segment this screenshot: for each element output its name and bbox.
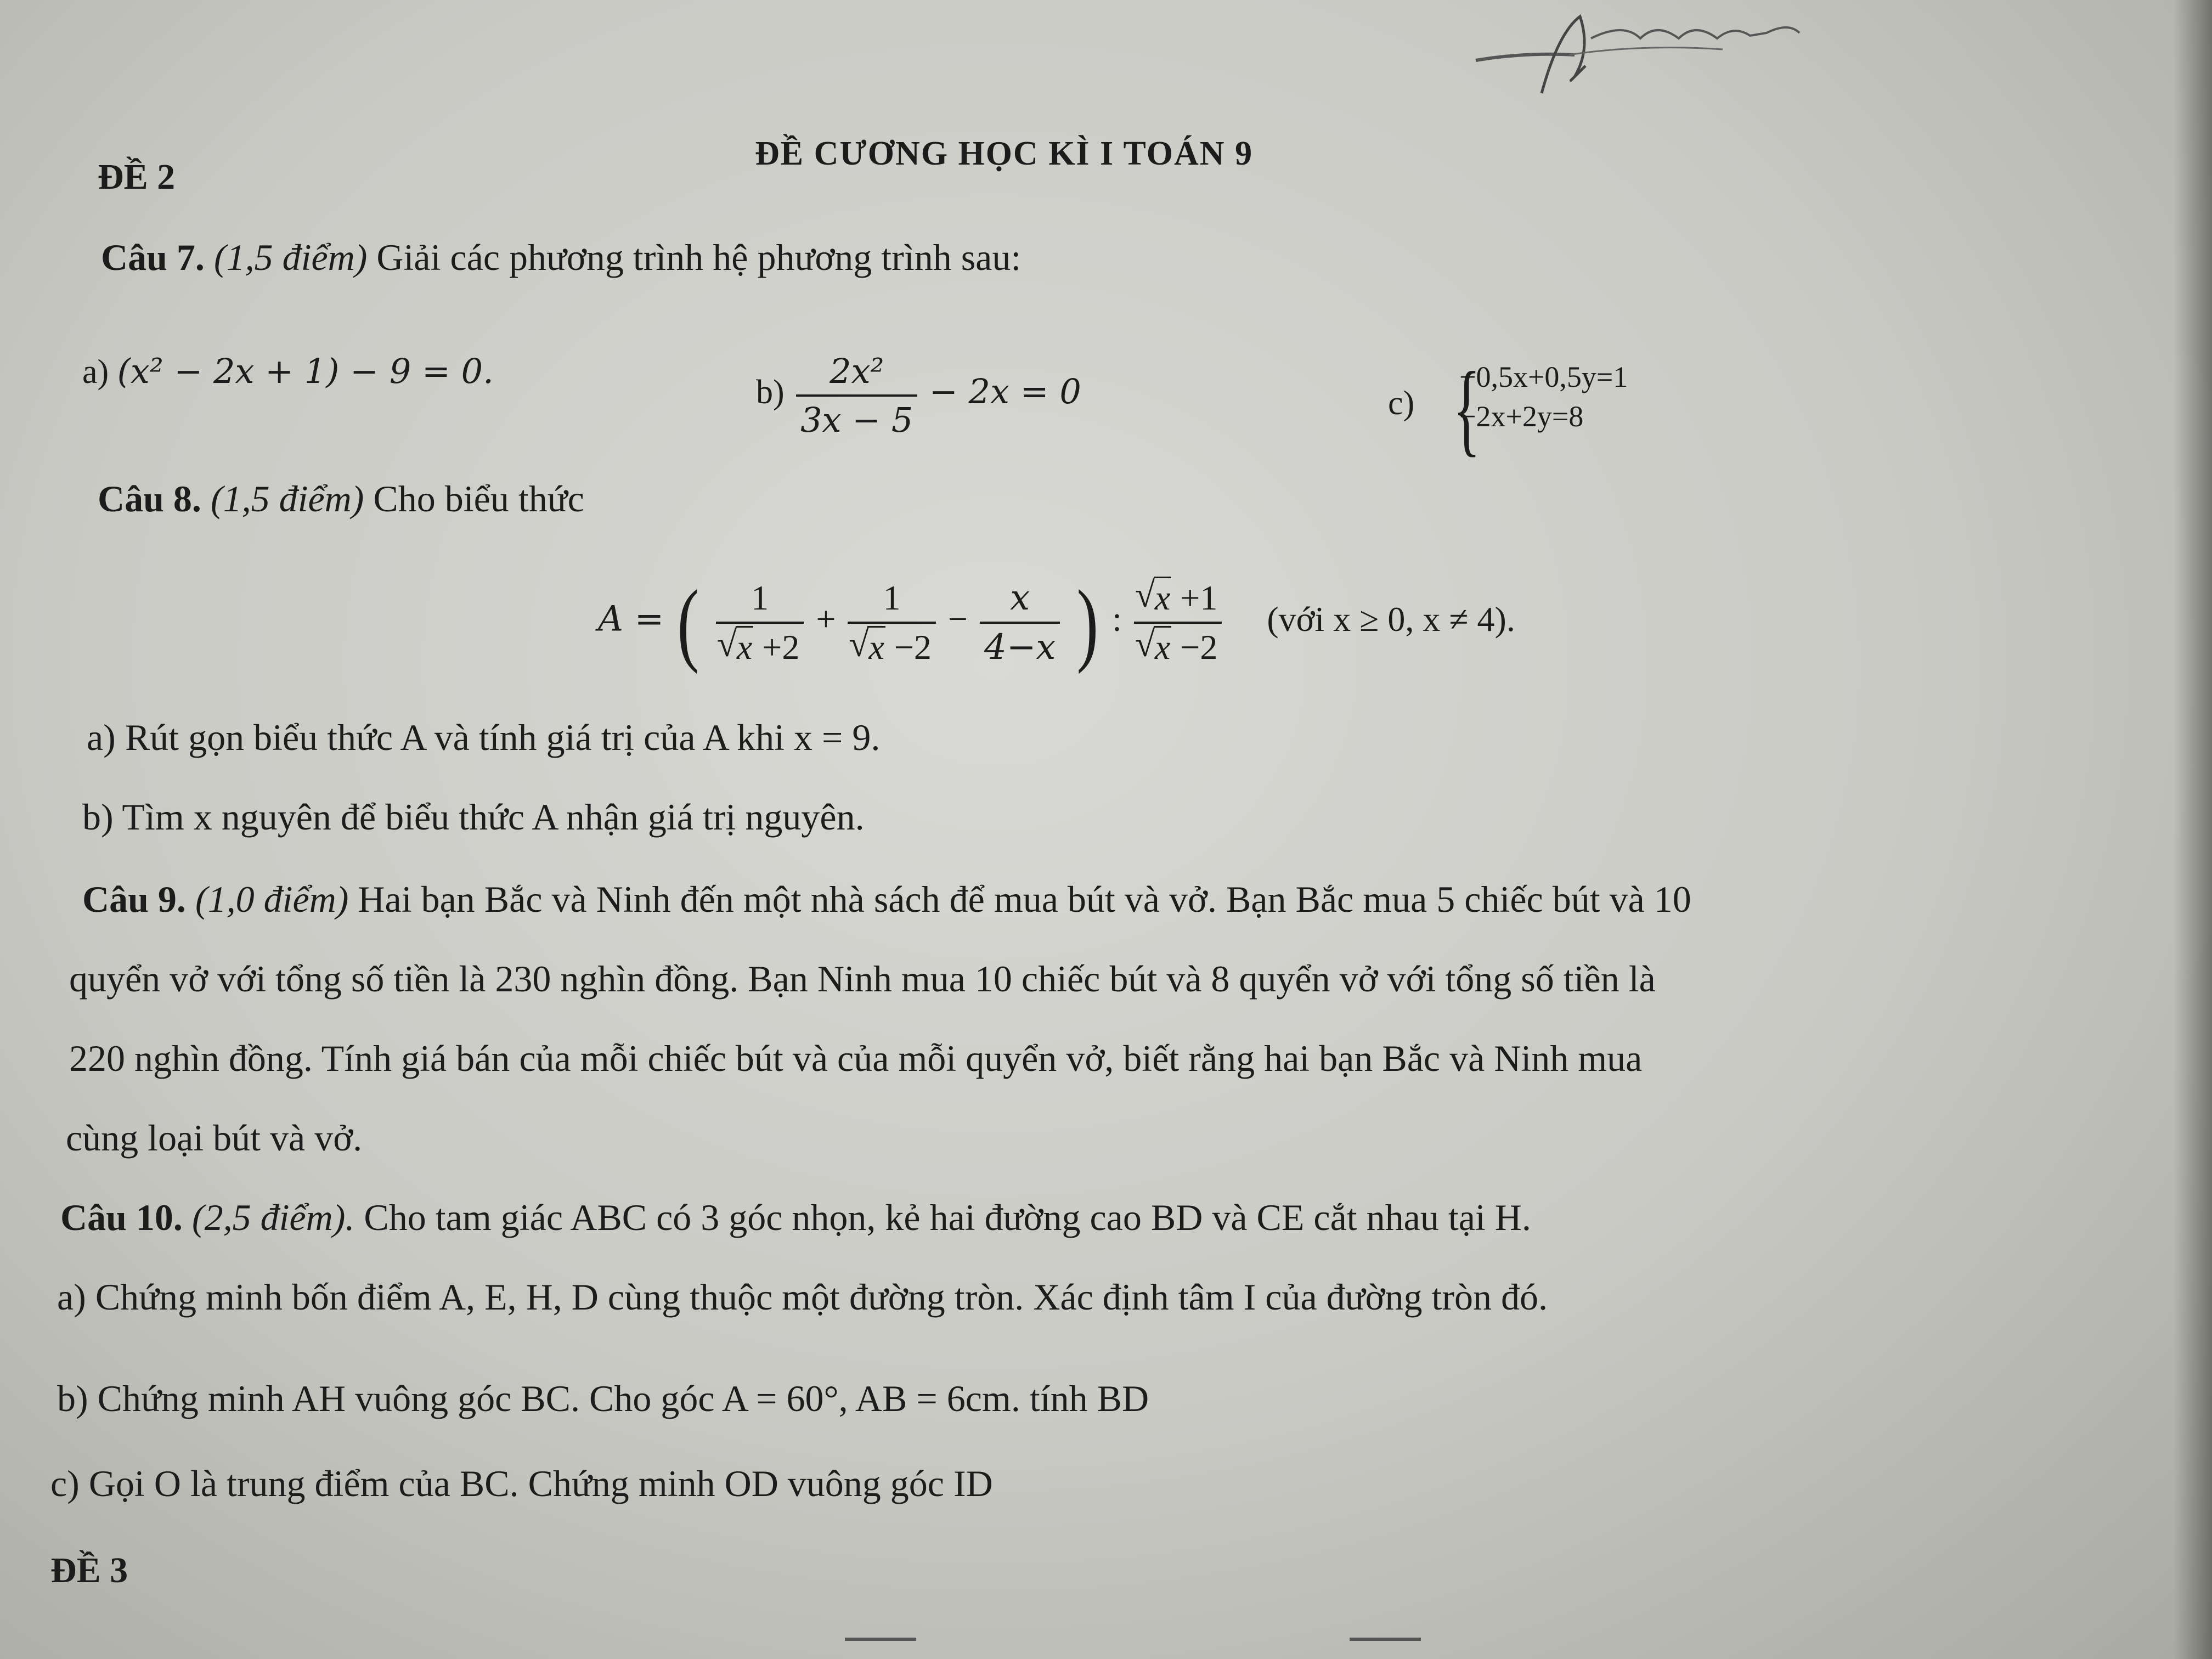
bottom-mark	[845, 1638, 916, 1641]
system-brace: {	[1453, 351, 1481, 466]
question-label: Câu 10.	[60, 1197, 183, 1238]
q8-part-b: b) Tìm x nguyên để biểu thức A nhận giá trị nguyên.	[82, 796, 865, 838]
handwritten-signature	[1459, 0, 1816, 99]
q10-part-b: b) Chứng minh AH vuông góc BC. Cho góc A = 60°, AB = 6cm. tính BD	[57, 1378, 1149, 1419]
fraction: $\frac{\text{2x²}}{3x - 5}$	[796, 351, 917, 440]
question-points: (1,5 điểm)	[213, 236, 368, 278]
exam-label: ĐỀ 2	[98, 157, 176, 197]
q10-part-c: c) Gọi O là trung điểm của BC. Chứng minh OD vuông góc ID	[50, 1463, 993, 1504]
question-9-line-2: quyển vở với tổng số tiền là 230 nghìn đồng. Bạn Ninh mua 10 chiếc bút và 8 quyển vở với tổng số tiền là	[69, 958, 1656, 1000]
bottom-mark	[1350, 1638, 1421, 1641]
q10-part-a: a) Chứng minh bốn điểm A, E, H, D cùng thuộc một đường tròn. Xác định tâm I của đường tròn đó.	[57, 1276, 1548, 1318]
q7-part-b: b) $\frac{\text{2x²}}{3x - 5}$ − 2x = 0	[756, 351, 1081, 440]
condition: (với x ≥ 0, x ≠ 4).	[1267, 599, 1515, 639]
question-9-line-4: cùng loại bút và vở.	[66, 1117, 363, 1159]
next-exam-label: ĐỀ 3	[50, 1550, 128, 1590]
question-text-line: Hai bạn Bắc và Ninh đến một nhà sách để mua bút và vở. Bạn Bắc mua 5 chiếc bút và 10	[358, 878, 1691, 920]
question-points: (1,5 điểm)	[210, 478, 364, 520]
q7-part-a: a) (x² − 2x + 1) − 9 = 0.	[82, 351, 494, 391]
question-7-heading	[101, 236, 1021, 279]
q7-part-c-system	[1459, 360, 1628, 433]
equation-2: −2x+2y=8	[1459, 400, 1584, 433]
document-title: ĐỀ CƯƠNG HỌC KÌ I TOÁN 9	[755, 135, 1254, 172]
question-label: Câu 9.	[82, 878, 186, 920]
question-label: Câu 8.	[98, 478, 201, 520]
question-9-heading	[82, 878, 1691, 921]
question-points: (2,5 điểm).	[191, 1197, 355, 1238]
question-9-line-3: 220 nghìn đồng. Tính giá bán của mỗi chiếc bút và của mỗi quyển vở, biết rằng hai bạn Bắc và Ninh mua	[69, 1037, 1643, 1079]
q7-part-c-label: c)	[1388, 385, 1415, 422]
question-text: Cho biểu thức	[373, 478, 584, 520]
expression-A: A = ( 1 √ x +2 + 1 √ x −2 − $\frac{x}{4-x}$ ) : √ x +1 √ x −2 (với x ≥ 0, x ≠ 4).	[598, 576, 1515, 669]
question-10-heading	[60, 1196, 1531, 1239]
equation-1: −0,5x+0,5y=1	[1459, 360, 1628, 393]
question-points: (1,0 điểm)	[195, 878, 349, 920]
q8-part-a: a) Rút gọn biểu thức A và tính giá trị của A khi x = 9.	[87, 716, 881, 758]
question-text: Giải các phương trình hệ phương trình sau:	[376, 236, 1022, 278]
question-label: Câu 7.	[101, 236, 205, 278]
question-8-heading	[98, 477, 584, 521]
question-text: Cho tam giác ABC có 3 góc nhọn, kẻ hai đường cao BD và CE cắt nhau tại H.	[364, 1197, 1531, 1238]
page-shadow-edge	[2174, 0, 2212, 1659]
